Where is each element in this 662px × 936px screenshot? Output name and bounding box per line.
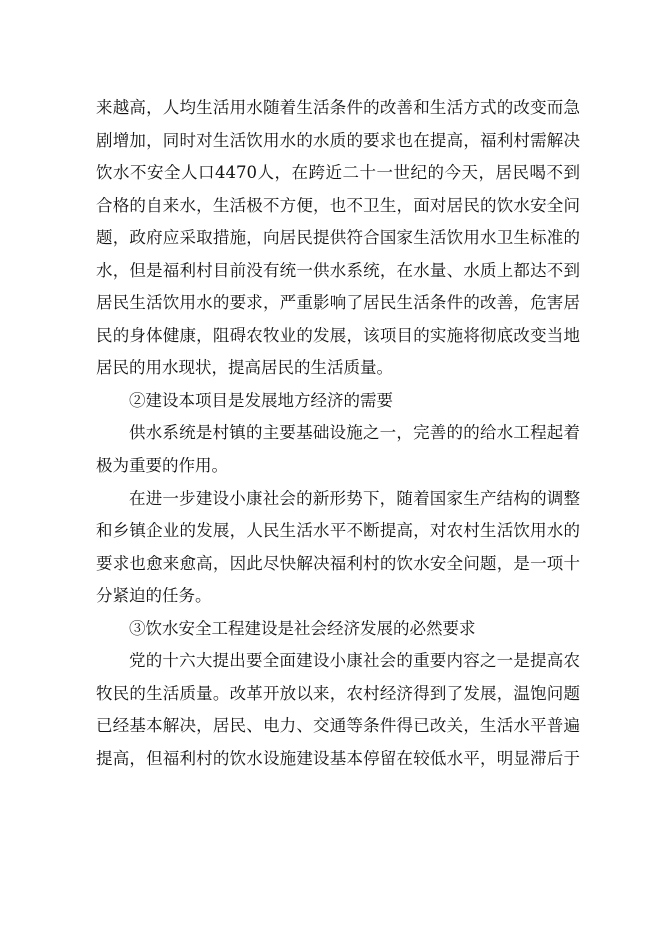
paragraph-line: 剧增加，同时对生活饮用水的水质的要求也在提高，福利村需解决: [96, 130, 580, 150]
section-heading: ③饮水安全工程建设是社会经济发展的必然要求: [129, 618, 476, 638]
paragraph-line: 饮水不安全人口4470人，在跨近二十一世纪的今天，居民喝不到: [96, 163, 580, 183]
paragraph-line: 合格的自来水，生活极不方便，也不卫生，面对居民的饮水安全问: [96, 195, 580, 215]
paragraph-line: 水，但是福利村目前没有统一供水系统，在水量、水质上都达不到: [96, 260, 580, 280]
paragraph-line: 极为重要的作用。: [96, 456, 228, 476]
paragraph-line: 和乡镇企业的发展，人民生活水平不断提高，对农村生活饮用水的: [96, 521, 580, 541]
paragraph-line: 供水系统是村镇的主要基础设施之一，完善的的给水工程起着: [129, 423, 580, 443]
paragraph-line: 牧民的生活质量。改革开放以来，农村经济得到了发展，温饱问题: [96, 683, 580, 703]
paragraph-line: 题，政府应采取措施，向居民提供符合国家生活饮用水卫生标准的: [96, 228, 580, 248]
paragraph-line: 在进一步建设小康社会的新形势下，随着国家生产结构的调整: [129, 488, 580, 508]
paragraph-line: 民的身体健康，阻碍农牧业的发展，该项目的实施将彻底改变当地: [96, 325, 580, 345]
section-heading: ②建设本项目是发展地方经济的需要: [129, 390, 393, 410]
paragraph-line: 居民的用水现状，提高居民的生活质量。: [96, 358, 393, 378]
paragraph-line: 要求也愈来愈高，因此尽快解决福利村的饮水安全问题，是一项十: [96, 553, 580, 573]
document-body: [96, 92, 580, 775]
paragraph-line: 分紧迫的任务。: [96, 586, 212, 606]
paragraph-line: 已经基本解决，居民、电力、交通等条件得已改关，生活水平普遍: [96, 716, 580, 736]
paragraph-line: 来越高，人均生活用水随着生活条件的改善和生活方式的改变而急: [96, 98, 580, 117]
paragraph-line: 提高，但福利村的饮水设施建设基本停留在较低水平，明显滞后于: [96, 748, 580, 768]
paragraph-line: 居民生活饮用水的要求，严重影响了居民生活条件的改善，危害居: [96, 293, 580, 313]
paragraph-line: 党的十六大提出要全面建设小康社会的重要内容之一是提高农: [129, 651, 580, 671]
